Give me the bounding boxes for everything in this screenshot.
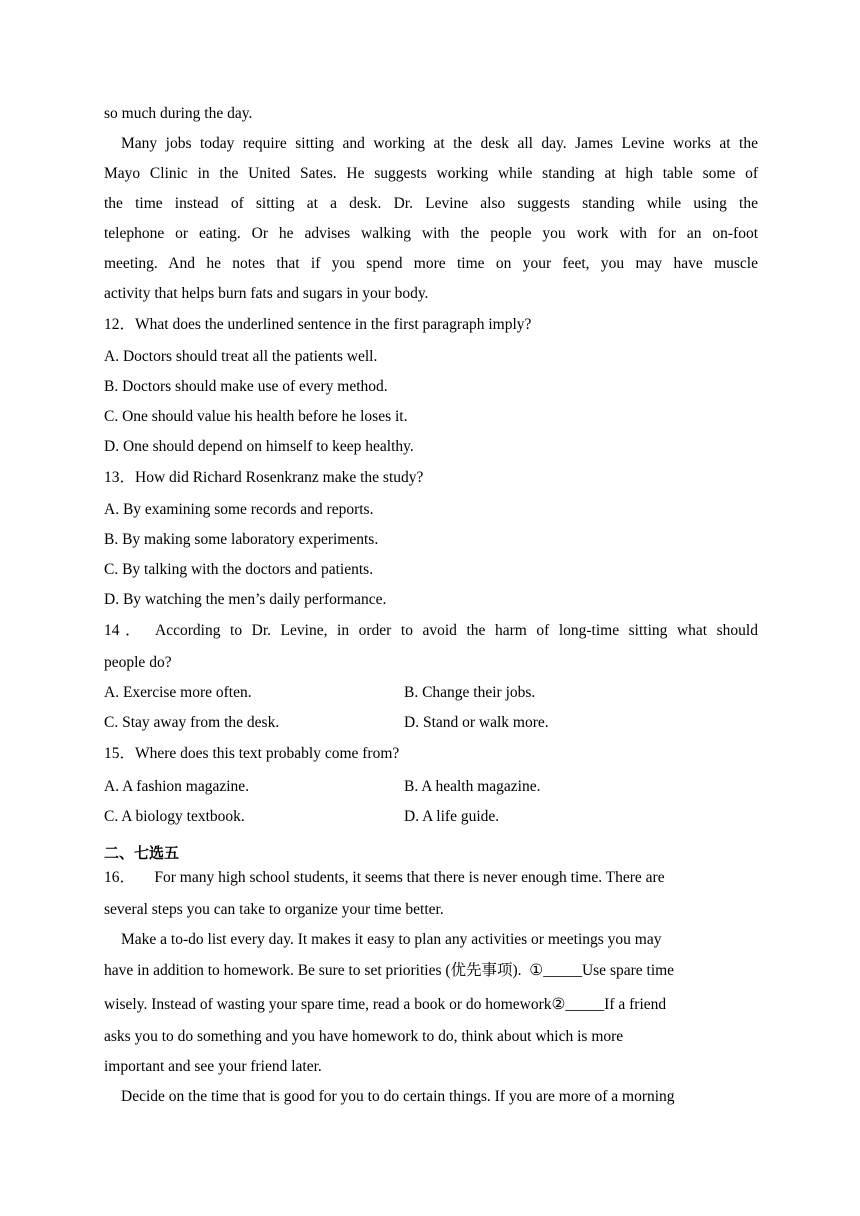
question-14-option-c: C. Stay away from the desk. (104, 714, 280, 731)
question-15-option-a: A. A fashion magazine. (104, 778, 250, 795)
passage-text-line: Mayo Clinic in the United Sates. He suggests working while standing at high table some of (104, 165, 758, 182)
section-heading: 二、七选五 (104, 844, 180, 862)
question-12-option-c: C. One should value his health before he loses it. (104, 408, 408, 425)
question-14-stem: 14． According to Dr. Levine, in order to avoid the harm of long-time sitting what should (104, 622, 758, 639)
passage-text-line: activity that helps burn fats and sugars in your body. (104, 285, 429, 302)
passage-text-line: Make a to-do list every day. It makes it easy to plan any activities or meetings you may (121, 931, 662, 948)
passage-text-line-blank-1: have in addition to homework. Be sure to set priorities (优先事项). ①_____Use spare time (104, 962, 675, 979)
question-12-option-d: D. One should depend on himself to keep healthy. (104, 438, 414, 455)
question-13-option-b: B. By making some laboratory experiments. (104, 531, 379, 548)
question-15-stem: 15．Where does this text probably come from? (104, 745, 400, 762)
question-12-stem: 12．What does the underlined sentence in the first paragraph imply? (104, 316, 532, 333)
question-15-option-d: D. A life guide. (404, 808, 500, 825)
question-15-option-b: B. A health magazine. (404, 778, 541, 795)
passage-text-line: the time instead of sitting at a desk. Dr. Levine also suggests standing while using the (104, 195, 758, 212)
question-15-option-c: C. A biology textbook. (104, 808, 245, 825)
question-14-option-b: B. Change their jobs. (404, 684, 536, 701)
question-14-stem-continued: people do? (104, 654, 172, 671)
question-13-stem: 13．How did Richard Rosenkranz make the study? (104, 469, 424, 486)
question-16-intro-continued: several steps you can take to organize your time better. (104, 901, 444, 918)
question-12-option-b: B. Doctors should make use of every method. (104, 378, 388, 395)
passage-text-line: meeting. And he notes that if you spend more time on your feet, you may have muscle (104, 255, 758, 272)
question-13-option-a: A. By examining some records and reports. (104, 501, 374, 518)
question-12-option-a: A. Doctors should treat all the patients well. (104, 348, 378, 365)
question-14-option-a: A. Exercise more often. (104, 684, 252, 701)
question-14-option-d: D. Stand or walk more. (404, 714, 549, 731)
question-13-option-c: C. By talking with the doctors and patients. (104, 561, 374, 578)
question-13-option-d: D. By watching the men’s daily performance. (104, 591, 387, 608)
passage-text-line: so much during the day. (104, 105, 253, 122)
passage-text-line: Decide on the time that is good for you to do certain things. If you are more of a morning (121, 1088, 675, 1105)
question-16-intro: 16． For many high school students, it seems that there is never enough time. There are (104, 869, 665, 886)
passage-text-line: Many jobs today require sitting and working at the desk all day. James Levine works at the (121, 135, 758, 152)
passage-text-line: telephone or eating. Or he advises walking with the people you work with for an on-foot (104, 225, 758, 242)
passage-text-line: asks you to do something and you have homework to do, think about which is more (104, 1028, 624, 1045)
passage-text-line-blank-2: wisely. Instead of wasting your spare time, read a book or do homework②_____If a friend (104, 996, 667, 1013)
passage-text-line: important and see your friend later. (104, 1058, 322, 1075)
